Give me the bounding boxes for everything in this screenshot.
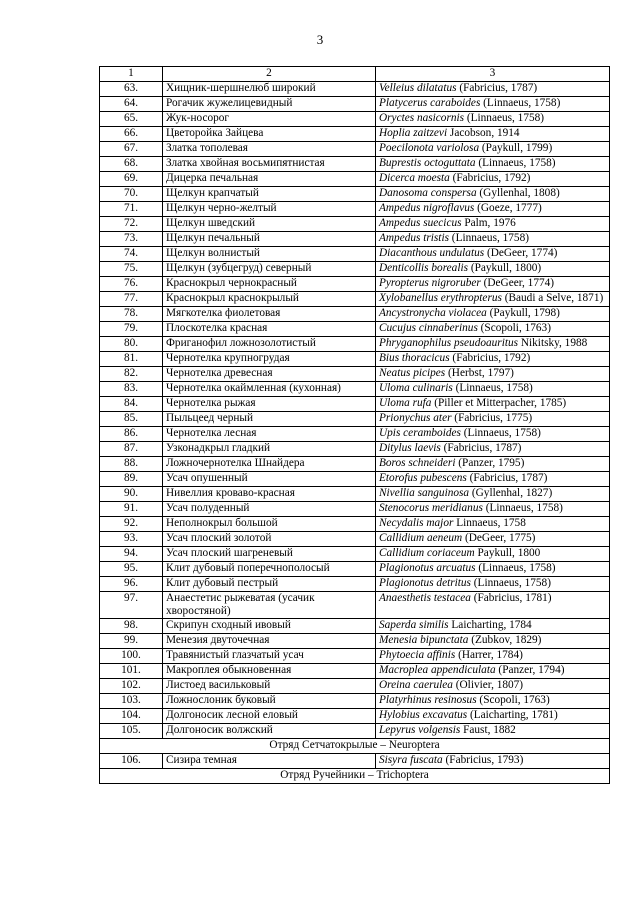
row-number: 64.: [100, 97, 163, 112]
row-number: 86.: [100, 427, 163, 442]
latin-name-cell: [376, 619, 610, 634]
row-number: 91.: [100, 502, 163, 517]
latin-name: Ditylus laevis: [379, 442, 441, 454]
russian-name: Ложночернотелка Шнайдера: [163, 457, 376, 472]
latin-name-cell: [376, 172, 610, 187]
russian-name: Усач плоский шагреневый: [163, 547, 376, 562]
table-row: [100, 247, 610, 262]
section-header-row: [100, 769, 610, 784]
latin-name-cell: [376, 457, 610, 472]
author-citation: (Scopoli, 1763): [476, 694, 550, 706]
row-number: 84.: [100, 397, 163, 412]
russian-name: Травянистый глазчатый усач: [163, 649, 376, 664]
russian-name: Чернотелка лесная: [163, 427, 376, 442]
latin-name-cell: [376, 187, 610, 202]
latin-name: Hylobius excavatus: [379, 709, 468, 721]
latin-name: Plagionotus detritus: [379, 577, 471, 589]
table-row: [100, 127, 610, 142]
russian-name: Златка тополевая: [163, 142, 376, 157]
table-row: [100, 619, 610, 634]
author-citation: (Linnaeus, 1758): [464, 112, 545, 124]
latin-name: Etorofus pubescens: [379, 472, 467, 484]
table-row: [100, 427, 610, 442]
author-citation: (Harrer, 1784): [455, 649, 523, 661]
table-row: [100, 724, 610, 739]
author-citation: (Linnaeus, 1758): [448, 232, 529, 244]
latin-name: Lepyrus volgensis: [379, 724, 461, 736]
row-number: 85.: [100, 412, 163, 427]
row-number: 104.: [100, 709, 163, 724]
author-citation: (Goeze, 1777): [474, 202, 542, 214]
author-citation: (Fabricius, 1793): [442, 754, 524, 766]
latin-name: Uloma culinaris: [379, 382, 453, 394]
russian-name: Чернотелка древесная: [163, 367, 376, 382]
table-row: [100, 352, 610, 367]
author-citation: (Gyllenhal, 1808): [476, 187, 560, 199]
section-title: Отряд Ручейники – Trichoptera: [100, 769, 610, 784]
latin-name-cell: [376, 112, 610, 127]
russian-name: Листоед васильковый: [163, 679, 376, 694]
table-row: [100, 532, 610, 547]
author-citation: (Fabricius, 1787): [440, 442, 522, 454]
latin-name: Ancystronycha violacea: [379, 307, 487, 319]
row-number: 101.: [100, 664, 163, 679]
author-citation: (Paykull, 1799): [479, 142, 553, 154]
row-number: 83.: [100, 382, 163, 397]
table-row: [100, 217, 610, 232]
russian-name: Клит дубовый поперечнополосый: [163, 562, 376, 577]
row-number: 76.: [100, 277, 163, 292]
latin-name-cell: [376, 487, 610, 502]
latin-name-cell: [376, 397, 610, 412]
row-number: 74.: [100, 247, 163, 262]
russian-name: Узконадкрыл гладкий: [163, 442, 376, 457]
latin-name-cell: [376, 517, 610, 532]
latin-name: Denticollis borealis: [379, 262, 469, 274]
russian-name: Усач плоский золотой: [163, 532, 376, 547]
section-title: Отряд Сетчатокрылые – Neuroptera: [100, 739, 610, 754]
russian-name: Пыльцеед черный: [163, 412, 376, 427]
latin-name-cell: [376, 232, 610, 247]
latin-name: Danosoma conspersa: [379, 187, 477, 199]
table-row: [100, 397, 610, 412]
latin-name-cell: [376, 307, 610, 322]
russian-name: Клит дубовый пестрый: [163, 577, 376, 592]
author-citation: (DeGeer, 1774): [484, 247, 558, 259]
table-row: [100, 97, 610, 112]
latin-name-cell: [376, 202, 610, 217]
table-row: [100, 487, 610, 502]
author-citation: (Fabricius, 1781): [470, 592, 552, 604]
latin-name: Callidium aeneum: [379, 532, 463, 544]
latin-name: Uloma rufa: [379, 397, 432, 409]
table-row: [100, 634, 610, 649]
row-number: 75.: [100, 262, 163, 277]
latin-name: Sisyra fuscata: [379, 754, 443, 766]
latin-name: Dicerca moesta: [379, 172, 450, 184]
table-body: [100, 82, 610, 784]
latin-name-cell: [376, 547, 610, 562]
row-number: 98.: [100, 619, 163, 634]
author-citation: (Paykull, 1800): [468, 262, 542, 274]
russian-name: Краснокрыл краснокрылый: [163, 292, 376, 307]
table-row: [100, 337, 610, 352]
row-number: 89.: [100, 472, 163, 487]
russian-name: Мягкотелка фиолетовая: [163, 307, 376, 322]
table-row: [100, 262, 610, 277]
author-citation: Linnaeus, 1758: [453, 517, 526, 529]
author-citation: (Scopoli, 1763): [477, 322, 551, 334]
latin-name: Oryctes nasicornis: [379, 112, 465, 124]
latin-name: Diacanthous undulatus: [379, 247, 485, 259]
russian-name: Хищник-шершнелюб широкий: [163, 82, 376, 97]
table-row: [100, 517, 610, 532]
author-citation: Paykull, 1800: [474, 547, 541, 559]
row-number: 96.: [100, 577, 163, 592]
latin-name-cell: [376, 82, 610, 97]
latin-name: Hoplia zaitzevi: [379, 127, 448, 139]
russian-name: Усач опушенный: [163, 472, 376, 487]
row-number: 105.: [100, 724, 163, 739]
latin-name-cell: [376, 322, 610, 337]
author-citation: (DeGeer, 1775): [462, 532, 536, 544]
latin-name: Poecilonota variolosa: [379, 142, 480, 154]
russian-name: Фриганофил ложнозолотистый: [163, 337, 376, 352]
row-number: 68.: [100, 157, 163, 172]
table-row: [100, 547, 610, 562]
author-citation: (Linnaeus, 1758): [470, 577, 551, 589]
table-row: [100, 307, 610, 322]
latin-name: Bius thoracicus: [379, 352, 450, 364]
latin-name-cell: [376, 367, 610, 382]
latin-name-cell: [376, 709, 610, 724]
row-number: 97.: [100, 592, 163, 619]
latin-name-cell: [376, 427, 610, 442]
species-table: [99, 66, 610, 784]
row-number: 99.: [100, 634, 163, 649]
table-row: [100, 82, 610, 97]
russian-name: Щелкун крапчатый: [163, 187, 376, 202]
latin-name: Platyrhinus resinosus: [379, 694, 477, 706]
latin-name: Upis ceramboides: [379, 427, 461, 439]
table-row: [100, 172, 610, 187]
author-citation: (Linnaeus, 1758): [452, 382, 533, 394]
latin-name-cell: [376, 352, 610, 367]
author-citation: Nikitsky, 1988: [518, 337, 588, 349]
author-citation: (Laicharting, 1781): [467, 709, 558, 721]
author-citation: (Linnaeus, 1758): [482, 502, 563, 514]
latin-name: Platycerus caraboides: [379, 97, 481, 109]
author-citation: Laicharting, 1784: [448, 619, 532, 631]
author-citation: (Gyllenhal, 1827): [469, 487, 553, 499]
latin-name-cell: [376, 217, 610, 232]
row-number: 106.: [100, 754, 163, 769]
row-number: 92.: [100, 517, 163, 532]
table-row: [100, 679, 610, 694]
author-citation: (Piller et Mitterpacher, 1785): [431, 397, 567, 409]
author-citation: (Linnaeus, 1758): [475, 157, 556, 169]
table-row: [100, 112, 610, 127]
latin-name-cell: [376, 127, 610, 142]
author-citation: (Fabricius, 1775): [451, 412, 533, 424]
row-number: 90.: [100, 487, 163, 502]
table-row: [100, 157, 610, 172]
latin-name-cell: [376, 592, 610, 619]
table-row: [100, 694, 610, 709]
row-number: 63.: [100, 82, 163, 97]
russian-name: Чернотелка рыжая: [163, 397, 376, 412]
latin-name-cell: [376, 724, 610, 739]
latin-name-cell: [376, 337, 610, 352]
row-number: 65.: [100, 112, 163, 127]
row-number: 82.: [100, 367, 163, 382]
table-row: [100, 322, 610, 337]
russian-name: Дицерка печальная: [163, 172, 376, 187]
russian-name: Сизира темная: [163, 754, 376, 769]
latin-name: Buprestis octoguttata: [379, 157, 476, 169]
russian-name: Скрипун сходный ивовый: [163, 619, 376, 634]
row-number: 78.: [100, 307, 163, 322]
author-citation: (Linnaeus, 1758): [480, 97, 561, 109]
latin-name-cell: [376, 472, 610, 487]
author-citation: Faust, 1882: [460, 724, 516, 736]
table-row: [100, 577, 610, 592]
row-number: 88.: [100, 457, 163, 472]
latin-name-cell: [376, 382, 610, 397]
latin-name: Ampedus suecicus: [379, 217, 462, 229]
table-row: [100, 202, 610, 217]
table-row: [100, 709, 610, 724]
russian-name: Щелкун шведский: [163, 217, 376, 232]
latin-name-cell: [376, 679, 610, 694]
author-citation: (Panzer, 1794): [495, 664, 565, 676]
latin-name: Cucujus cinnaberinus: [379, 322, 478, 334]
latin-name-cell: [376, 562, 610, 577]
russian-name: Плоскотелка красная: [163, 322, 376, 337]
author-citation: (Paykull, 1798): [486, 307, 560, 319]
row-number: 87.: [100, 442, 163, 457]
table-row: [100, 472, 610, 487]
latin-name-cell: [376, 694, 610, 709]
row-number: 80.: [100, 337, 163, 352]
row-number: 95.: [100, 562, 163, 577]
page-number: 3: [316, 32, 324, 47]
russian-name: Неполнокрыл большой: [163, 517, 376, 532]
russian-name: Щелкун (зубцегруд) северный: [163, 262, 376, 277]
russian-name: Краснокрыл чернокрасный: [163, 277, 376, 292]
latin-name-cell: [376, 577, 610, 592]
author-citation: (Olivier, 1807): [452, 679, 524, 691]
column-header-latin-name: 3: [376, 67, 610, 82]
russian-name: Макроплея обыкновенная: [163, 664, 376, 679]
latin-name: Velleius dilatatus: [379, 82, 457, 94]
russian-name: Долгоносик лесной еловый: [163, 709, 376, 724]
table-row: [100, 457, 610, 472]
table-row: [100, 277, 610, 292]
author-citation: (Fabricius, 1792): [449, 172, 531, 184]
row-number: 69.: [100, 172, 163, 187]
russian-name: Ложнослоник буковый: [163, 694, 376, 709]
author-citation: Palm, 1976: [461, 217, 516, 229]
table-row: [100, 442, 610, 457]
latin-name-cell: [376, 157, 610, 172]
author-citation: (Fabricius, 1787): [466, 472, 548, 484]
russian-name: Нивеллия кроваво-красная: [163, 487, 376, 502]
latin-name: Phytoecia affinis: [379, 649, 456, 661]
author-citation: (Linnaeus, 1758): [475, 562, 556, 574]
latin-name: Xylobanellus erythropterus: [379, 292, 502, 304]
author-citation: (Fabricius, 1787): [456, 82, 538, 94]
latin-name-cell: [376, 247, 610, 262]
latin-name: Pyropterus nigroruber: [379, 277, 481, 289]
row-number: 66.: [100, 127, 163, 142]
table-row: [100, 367, 610, 382]
latin-name-cell: [376, 262, 610, 277]
author-citation: (DeGeer, 1774): [480, 277, 555, 289]
row-number: 70.: [100, 187, 163, 202]
latin-name-cell: [376, 142, 610, 157]
latin-name-cell: [376, 664, 610, 679]
latin-name: Ampedus tristis: [379, 232, 449, 244]
author-citation: (Linnaeus, 1758): [460, 427, 541, 439]
row-number: 77.: [100, 292, 163, 307]
row-number: 71.: [100, 202, 163, 217]
table-row: [100, 502, 610, 517]
latin-name: Necydalis major: [379, 517, 454, 529]
table-row: [100, 562, 610, 577]
latin-name-cell: [376, 754, 610, 769]
russian-name: Щелкун печальный: [163, 232, 376, 247]
column-header-russian-name: 2: [163, 67, 376, 82]
latin-name-cell: [376, 532, 610, 547]
russian-name: Анаестетис рыжеватая (усачик хворостяной): [163, 592, 376, 619]
table-row: [100, 382, 610, 397]
russian-name: Щелкун черно-желтый: [163, 202, 376, 217]
table-row: [100, 232, 610, 247]
latin-name: Menesia bipunctata: [379, 634, 469, 646]
author-citation: (Panzer, 1795): [455, 457, 525, 469]
table-header-row: [100, 67, 610, 82]
latin-name-cell: [376, 634, 610, 649]
row-number: 79.: [100, 322, 163, 337]
latin-name: Macroplea appendiculata: [379, 664, 496, 676]
latin-name: Anaesthetis testacea: [379, 592, 471, 604]
latin-name: Plagionotus arcuatus: [379, 562, 476, 574]
russian-name: Златка хвойная восьмипятнистая: [163, 157, 376, 172]
table-row: [100, 664, 610, 679]
row-number: 100.: [100, 649, 163, 664]
latin-name: Neatus picipes: [379, 367, 446, 379]
table-row: [100, 649, 610, 664]
russian-name: Цветоройка Зайцева: [163, 127, 376, 142]
latin-name: Nivellia sanguinosa: [379, 487, 470, 499]
table-row: [100, 292, 610, 307]
author-citation: (Baudi a Selve, 1871): [501, 292, 604, 304]
latin-name: Saperda similis: [379, 619, 449, 631]
latin-name: Stenocorus meridianus: [379, 502, 483, 514]
table-row: [100, 412, 610, 427]
latin-name-cell: [376, 502, 610, 517]
latin-name-cell: [376, 442, 610, 457]
russian-name: Долгоносик волжский: [163, 724, 376, 739]
latin-name: Boros schneideri: [379, 457, 456, 469]
table-row: [100, 754, 610, 769]
latin-name-cell: [376, 277, 610, 292]
russian-name: Менезия двуточечная: [163, 634, 376, 649]
russian-name: Жук-носорог: [163, 112, 376, 127]
author-citation: Jacobson, 1914: [447, 127, 520, 139]
column-header-number: 1: [100, 67, 163, 82]
section-header-row: [100, 739, 610, 754]
russian-name: Чернотелка крупногрудая: [163, 352, 376, 367]
author-citation: (Fabricius, 1792): [449, 352, 531, 364]
russian-name: Чернотелка окаймленная (кухонная): [163, 382, 376, 397]
latin-name-cell: [376, 97, 610, 112]
author-citation: (Zubkov, 1829): [468, 634, 542, 646]
latin-name-cell: [376, 649, 610, 664]
latin-name-cell: [376, 292, 610, 307]
table-row: [100, 142, 610, 157]
russian-name: Щелкун волнистый: [163, 247, 376, 262]
row-number: 73.: [100, 232, 163, 247]
row-number: 72.: [100, 217, 163, 232]
table-row: [100, 187, 610, 202]
row-number: 103.: [100, 694, 163, 709]
russian-name: Рогачик жужелицевидный: [163, 97, 376, 112]
russian-name: Усач полуденный: [163, 502, 376, 517]
latin-name-cell: [376, 412, 610, 427]
latin-name: Oreina caerulea: [379, 679, 453, 691]
latin-name: Prionychus ater: [379, 412, 452, 424]
row-number: 67.: [100, 142, 163, 157]
row-number: 81.: [100, 352, 163, 367]
latin-name: Ampedus nigroflavus: [379, 202, 475, 214]
latin-name: Callidium coriaceum: [379, 547, 475, 559]
row-number: 93.: [100, 532, 163, 547]
row-number: 102.: [100, 679, 163, 694]
row-number: 94.: [100, 547, 163, 562]
author-citation: (Herbst, 1797): [445, 367, 514, 379]
latin-name: Phryganophilus pseudoauritus: [379, 337, 519, 349]
table-row: [100, 592, 610, 619]
